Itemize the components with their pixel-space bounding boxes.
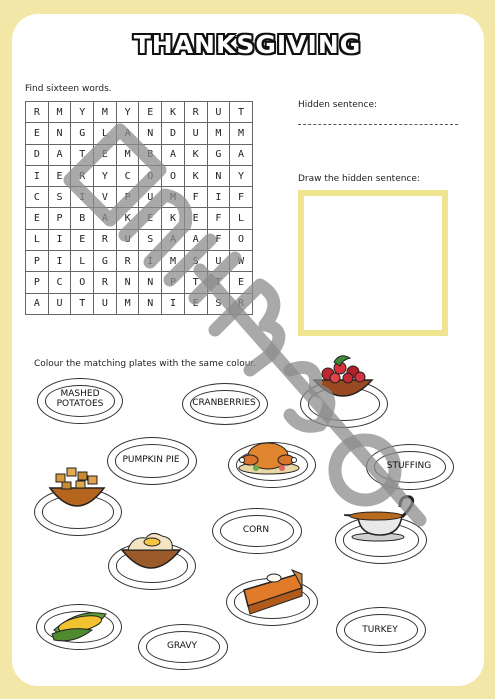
grid-cell[interactable]: F <box>184 187 207 208</box>
grid-cell[interactable]: M <box>48 102 71 123</box>
grid-cell[interactable]: G <box>94 251 117 272</box>
pumpkin-pie-slice-icon <box>238 560 306 616</box>
grid-cell[interactable]: M <box>94 102 117 123</box>
grid-cell[interactable]: G <box>207 144 230 165</box>
grid-cell[interactable]: O <box>230 229 253 250</box>
corn-cob-icon <box>48 604 112 644</box>
grid-cell[interactable]: O <box>71 272 94 293</box>
grid-cell[interactable]: N <box>139 272 162 293</box>
grid-cell[interactable]: N <box>207 165 230 186</box>
grid-cell[interactable]: I <box>162 293 185 314</box>
grid-cell[interactable]: P <box>162 272 185 293</box>
grid-cell[interactable]: M <box>116 144 139 165</box>
grid-row <box>26 208 253 229</box>
grid-cell[interactable]: Y <box>94 165 117 186</box>
gravy-boat-icon <box>340 493 420 543</box>
grid-cell[interactable]: E <box>94 144 117 165</box>
stuffing-bowl-icon <box>46 462 108 518</box>
grid-cell[interactable]: M <box>162 251 185 272</box>
grid-cell[interactable]: N <box>116 272 139 293</box>
grid-cell[interactable]: L <box>71 251 94 272</box>
grid-cell[interactable]: O <box>139 165 162 186</box>
grid-cell[interactable]: K <box>116 208 139 229</box>
grid-cell[interactable]: K <box>184 144 207 165</box>
grid-cell[interactable]: O <box>162 165 185 186</box>
grid-cell[interactable]: Y <box>230 165 253 186</box>
grid-cell[interactable]: R <box>94 229 117 250</box>
grid-cell[interactable]: R <box>184 102 207 123</box>
grid-cell[interactable]: R <box>230 293 253 314</box>
hidden-sentence-label: Hidden sentence: <box>298 100 378 110</box>
hidden-sentence-line[interactable] <box>298 124 458 125</box>
grid-cell[interactable]: S <box>48 187 71 208</box>
page-title: THANKSGIVING <box>133 30 362 59</box>
grid-cell[interactable]: I <box>26 165 49 186</box>
grid-cell[interactable]: N <box>48 123 71 144</box>
grid-cell[interactable]: A <box>26 293 49 314</box>
grid-cell[interactable]: E <box>71 229 94 250</box>
grid-cell[interactable]: W <box>230 251 253 272</box>
grid-cell[interactable]: E <box>26 208 49 229</box>
grid-cell[interactable]: M <box>207 123 230 144</box>
grid-cell[interactable]: B <box>71 208 94 229</box>
drawing-box[interactable] <box>298 190 448 336</box>
grid-cell[interactable]: A <box>94 208 117 229</box>
grid-cell[interactable]: T <box>207 272 230 293</box>
grid-cell[interactable]: L <box>94 123 117 144</box>
grid-cell[interactable]: P <box>26 251 49 272</box>
grid-cell[interactable]: T <box>184 272 207 293</box>
grid-cell[interactable]: E <box>139 102 162 123</box>
grid-row <box>26 187 253 208</box>
grid-cell[interactable]: E <box>139 208 162 229</box>
matching-instruction: Colour the matching plates with the same colour. <box>34 359 257 369</box>
grid-cell[interactable]: R <box>94 272 117 293</box>
grid-cell[interactable]: E <box>48 165 71 186</box>
label-stuffing: STUFFING <box>386 461 432 471</box>
grid-cell[interactable]: N <box>139 293 162 314</box>
grid-cell[interactable]: R <box>116 251 139 272</box>
grid-cell[interactable]: F <box>230 187 253 208</box>
grid-cell[interactable]: S <box>207 293 230 314</box>
grid-cell[interactable]: L <box>230 208 253 229</box>
grid-cell[interactable]: E <box>184 208 207 229</box>
grid-cell[interactable]: C <box>48 272 71 293</box>
grid-cell[interactable]: A <box>162 144 185 165</box>
grid-cell[interactable]: I <box>48 229 71 250</box>
grid-cell[interactable]: F <box>207 208 230 229</box>
grid-row <box>26 144 253 165</box>
mashed-potatoes-bowl-icon <box>118 530 184 578</box>
grid-cell[interactable]: U <box>94 293 117 314</box>
grid-cell[interactable]: A <box>162 229 185 250</box>
grid-cell[interactable]: D <box>162 123 185 144</box>
grid-cell[interactable]: G <box>71 123 94 144</box>
grid-cell[interactable]: U <box>116 229 139 250</box>
grid-cell[interactable]: T <box>71 293 94 314</box>
grid-row <box>26 272 253 293</box>
grid-cell[interactable]: I <box>71 187 94 208</box>
grid-cell[interactable]: L <box>26 229 49 250</box>
grid-cell[interactable]: M <box>116 293 139 314</box>
grid-cell[interactable]: U <box>207 102 230 123</box>
label-gravy: GRAVY <box>166 641 198 651</box>
grid-cell[interactable]: I <box>139 251 162 272</box>
grid-cell[interactable]: C <box>116 165 139 186</box>
grid-cell[interactable]: Y <box>71 102 94 123</box>
grid-cell[interactable]: S <box>184 251 207 272</box>
grid-cell[interactable]: Y <box>116 102 139 123</box>
grid-cell[interactable]: K <box>184 165 207 186</box>
draw-sentence-label: Draw the hidden sentence: <box>298 174 420 184</box>
cranberries-bowl-icon <box>310 350 376 408</box>
grid-cell[interactable]: E <box>230 272 253 293</box>
grid-cell[interactable]: N <box>139 123 162 144</box>
grid-cell[interactable]: R <box>26 102 49 123</box>
grid-row <box>26 102 253 123</box>
grid-cell[interactable]: U <box>184 123 207 144</box>
grid-row <box>26 293 253 314</box>
grid-cell[interactable]: U <box>207 251 230 272</box>
grid-row <box>26 123 253 144</box>
label-corn: CORN <box>242 525 270 535</box>
grid-cell[interactable]: C <box>26 187 49 208</box>
grid-row <box>26 165 253 186</box>
grid-cell[interactable]: M <box>230 123 253 144</box>
grid-cell[interactable]: K <box>162 102 185 123</box>
label-turkey: TURKEY <box>362 625 398 635</box>
label-mashed-potatoes: MASHED POTATOES <box>56 389 104 409</box>
grid-cell[interactable]: S <box>139 229 162 250</box>
grid-cell[interactable]: D <box>26 144 49 165</box>
grid-cell[interactable]: P <box>116 187 139 208</box>
grid-cell[interactable]: U <box>48 293 71 314</box>
grid-cell[interactable]: A <box>48 144 71 165</box>
grid-cell[interactable]: A <box>230 144 253 165</box>
grid-cell[interactable]: B <box>139 144 162 165</box>
wordsearch-instruction: Find sixteen words. <box>25 84 112 94</box>
grid-cell[interactable]: U <box>139 187 162 208</box>
roast-turkey-icon <box>236 436 302 476</box>
grid-cell[interactable]: I <box>48 251 71 272</box>
grid-cell[interactable]: T <box>71 144 94 165</box>
grid-cell[interactable]: A <box>184 229 207 250</box>
grid-cell[interactable]: A <box>116 123 139 144</box>
grid-cell[interactable]: P <box>48 208 71 229</box>
grid-cell[interactable]: P <box>26 272 49 293</box>
grid-cell[interactable]: F <box>207 229 230 250</box>
grid-row <box>26 251 253 272</box>
grid-cell[interactable]: E <box>184 293 207 314</box>
label-cranberries: CRANBERRIES <box>192 398 256 408</box>
grid-cell[interactable]: E <box>26 123 49 144</box>
wordsearch-grid <box>25 101 253 315</box>
grid-cell[interactable]: V <box>94 187 117 208</box>
grid-cell[interactable]: R <box>71 165 94 186</box>
grid-cell[interactable]: M <box>162 187 185 208</box>
grid-cell[interactable]: I <box>207 187 230 208</box>
grid-cell[interactable]: T <box>230 102 253 123</box>
label-pumpkin-pie: PUMPKIN PIE <box>122 455 180 465</box>
grid-cell[interactable]: K <box>162 208 185 229</box>
grid-row <box>26 229 253 250</box>
